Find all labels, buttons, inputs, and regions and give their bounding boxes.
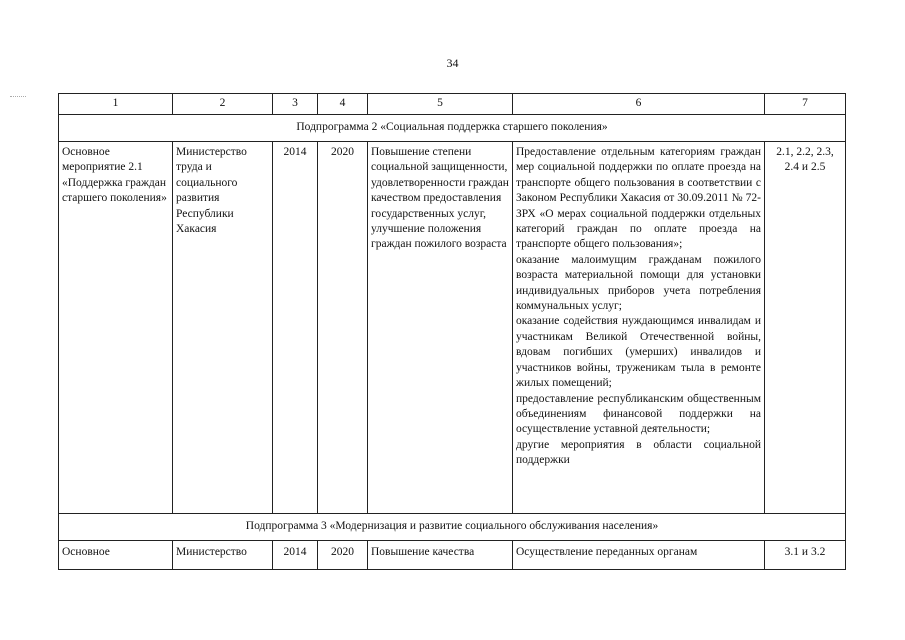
header-row <box>59 94 846 115</box>
executor: Министерство <box>173 541 273 570</box>
start-year: 2014 <box>273 142 318 514</box>
header-cell-6: 6 <box>513 94 765 115</box>
header-cell-7: 7 <box>765 94 846 115</box>
header-cell-3: 3 <box>273 94 318 115</box>
measure-name: Основное <box>59 541 173 570</box>
table-row <box>59 541 846 570</box>
subprogram-3-row <box>59 514 846 541</box>
activity-item: оказание содействия нуждающимся инвалидам и участникам Великой Отечественной войны, вдовам погибших (умерших) инвалидов и участников войны, труженикам тыла в ремонте жилых помещений; <box>516 315 761 390</box>
expected-result: Повышение степени социальной защищенности, удовлетворенности граждан качеством предоставления государственных услуг, улучшение положения граждан пожилого возраста <box>368 142 513 514</box>
end-year: 2020 <box>318 541 368 570</box>
header-cell-4: 4 <box>318 94 368 115</box>
executor: Министерство труда и социального развития Республики Хакасия <box>173 142 273 514</box>
page-number: 34 <box>446 56 459 70</box>
indicators: 3.1 и 3.2 <box>765 541 846 570</box>
header-cell-2: 2 <box>173 94 273 115</box>
activity-item: предоставление республиканским общественным объединениям финансовой поддержки на осуществление уставной деятельности; <box>516 392 761 436</box>
activities-list: Осуществление переданных органам <box>513 541 765 570</box>
activity-item: другие мероприятия в области социальной поддержки <box>516 438 761 467</box>
header-cell-1: 1 <box>59 94 173 115</box>
indicators: 2.1, 2.2, 2.3, 2.4 и 2.5 <box>765 142 846 514</box>
activity-item: оказание малоимущим гражданам пожилого возраста материальной помощи для установки индивидуальных приборов учета потребления коммунальных услуг; <box>516 253 761 313</box>
activities-list <box>513 142 765 514</box>
measure-name: Основное мероприятие 2.1 «Поддержка граждан старшего поколения» <box>59 142 173 514</box>
scan-artifact <box>10 96 26 99</box>
activity-item: Предоставление отдельным категориям граждан мер социальной поддержки по оплате проезда на транспорте общего пользования в соответствии с Законом Республики Хакасия от 30.09.2011 № 72-ЗРХ «О мерах социальной поддержки отдельных категорий граждан по оплате проезда на транспорте общего пользования»; <box>516 146 761 251</box>
program-table <box>58 93 846 570</box>
expected-result: Повышение качества <box>368 541 513 570</box>
subprogram-3-title: Подпрограмма 3 «Модернизация и развитие социального обслуживания населения» <box>59 514 846 541</box>
header-cell-5: 5 <box>368 94 513 115</box>
subprogram-2-title: Подпрограмма 2 «Социальная поддержка старшего поколения» <box>59 115 846 142</box>
table-row <box>59 142 846 514</box>
end-year: 2020 <box>318 142 368 514</box>
start-year: 2014 <box>273 541 318 570</box>
subprogram-2-row <box>59 115 846 142</box>
